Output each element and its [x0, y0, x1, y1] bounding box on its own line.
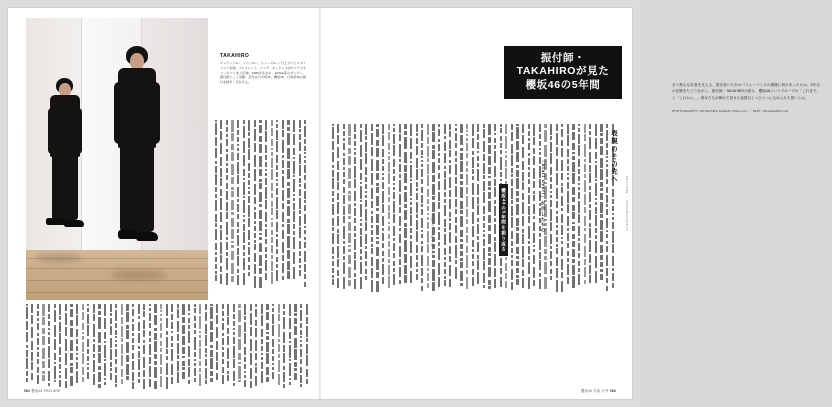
folio-left-label: 櫻坂46 FEATURE: [31, 389, 61, 393]
column-title-1: 表現のその先へ: [610, 130, 617, 184]
lede-paragraph: まり熱心な若者を支える、群を抜いたあのパフォーマンスの裏側に何があったのか。5年分の記憶をたどりながら、振付師・TAKAHIROが語る、櫻坂46というグループの「これまで」と「これから」。彼女たちが舞台で見せる表情ひとつひとつに込められた思いとは。: [672, 83, 820, 100]
highlight-band: 櫻坂46の5年間を振り返る: [499, 184, 508, 256]
headline-box: [504, 46, 622, 99]
headline-line-2: 櫻坂46の5年間: [525, 78, 601, 91]
headline-line-1: 振付師・TAKAHIROが見た: [516, 52, 610, 78]
right-text-columns: [330, 124, 616, 292]
left-page: [8, 8, 320, 399]
sidebar-vertical-note: FEATURE ／ SAKURAZAKA46: [625, 176, 629, 232]
photo-takahiro: [26, 18, 208, 300]
folio-right-number: 063: [609, 389, 616, 393]
caption-body: ジャケット¥―、パンツ¥―、シューズ¥―／以上すべてスタイリスト私物。ブレスレット、リング、ネックレスほかアクセサリーすべて本人私物。1980年生まれ。EXILE等のダンサー、振付師として活動。近年は乃木坂46、櫻坂46、日向坂46の振付を数多く手がける。: [220, 61, 306, 85]
column-title-3: 言葉よりも体で伝える: [431, 214, 435, 256]
credit-line: PHOTOGRAPHY: MIYAKAWA KAZEO (HUG.inc) ／ TEXT: SUGAWARA GO: [672, 109, 789, 113]
caption-name: TAKAHIRO: [220, 53, 250, 59]
folio-right: [581, 388, 616, 393]
folio-left-number: 062: [24, 389, 31, 393]
figure-left: [42, 78, 90, 260]
folio-right-label: 櫻坂46 写真 月刊: [581, 389, 609, 393]
figure-right: [108, 46, 170, 276]
column-title-2: 「Start over!」が示したもの: [541, 158, 546, 233]
right-page: [320, 8, 820, 399]
folio-left: [24, 388, 60, 393]
left-text-columns-lower: [24, 304, 312, 390]
left-text-columns-upper: [213, 120, 313, 288]
page-gutter: [319, 8, 321, 399]
